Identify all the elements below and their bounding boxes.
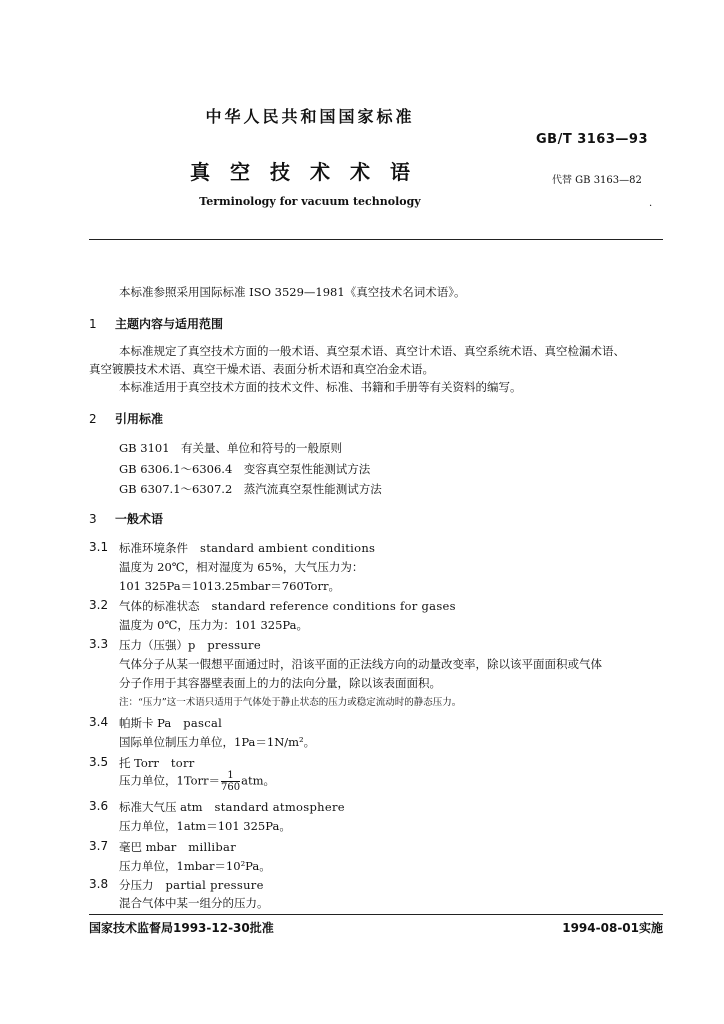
term-zh: 标准环境条件 [119, 541, 188, 555]
term-definition [119, 770, 275, 793]
term-en: standard reference conditions for gases [211, 599, 456, 613]
term-zh: 托 Torr [119, 756, 159, 770]
term-definition: 混合气体中某一组分的压力。 [119, 896, 269, 910]
term-definition: 压力单位，1mbar＝10²Pa。 [119, 859, 271, 873]
term-number: 3.2 [89, 598, 109, 612]
section-1-para-2: 本标准适用于真空技术方面的技术文件、标准、书籍和手册等有关资料的编写。 [119, 380, 522, 394]
national-standard-title: 中华人民共和国国家标准 [205, 107, 415, 126]
term-en: pascal [183, 716, 223, 730]
section-1-para-line-1: 本标准规定了真空技术方面的一般术语、真空泵术语、真空计术语、真空系统术语、真空检漏术语、 [119, 344, 625, 358]
term-heading [119, 839, 236, 855]
term-number: 3.5 [89, 755, 109, 769]
reference-item: GB 3101 有关量、单位和符号的一般原则 [119, 441, 343, 455]
term-heading [119, 637, 261, 653]
term-definition: 国际单位制压力单位，1Pa＝1N/m²。 [119, 735, 316, 749]
term-definition: 气体分子从某一假想平面通过时，沿该平面的正法线方向的动量改变率，除以该平面面积或气体 [119, 657, 602, 671]
term-number: 3.8 [89, 877, 109, 891]
term-zh: 分压力 [119, 878, 154, 892]
effective-date: 1994-08-01实施 [562, 921, 663, 935]
term-number: 3.6 [89, 799, 109, 813]
section-3-heading [89, 510, 163, 527]
term-number: 3.4 [89, 715, 109, 729]
english-title: Terminology for vacuum technology [199, 195, 421, 208]
standard-number: GB/T 3163—93 [536, 132, 648, 147]
stray-dot: . [649, 198, 653, 209]
term-heading [119, 877, 264, 893]
reference-item: GB 6307.1～6307.2 蒸汽流真空泵性能测试方法 [119, 482, 382, 496]
section-title: 一般术语 [115, 512, 164, 526]
term-heading [119, 799, 345, 815]
section-number: 2 [89, 412, 97, 426]
section-1-heading [89, 315, 223, 332]
term-zh: 压力（压强）p [119, 638, 196, 652]
fraction [221, 770, 240, 793]
term-en: standard atmosphere [214, 800, 345, 814]
term-en: standard ambient conditions [200, 541, 376, 555]
replaces-standard: 代替 GB 3163—82 [552, 175, 642, 186]
term-definition: 101 325Pa＝1013.25mbar＝760Torr。 [119, 579, 340, 593]
definition-prefix: 压力单位，1Torr＝ [119, 773, 221, 788]
term-definition: 分子作用于其容器壁表面上的力的法向分量，除以该表面面积。 [119, 676, 441, 690]
section-title: 引用标准 [115, 412, 164, 426]
definition-suffix: atm。 [241, 773, 275, 788]
term-definition: 温度为 0℃，压力为：101 325Pa。 [119, 618, 308, 632]
reference-item: GB 6306.1～6306.4 变容真空泵性能测试方法 [119, 462, 371, 476]
term-zh: 标准大气压 atm [119, 800, 203, 814]
term-heading [119, 540, 375, 556]
term-zh: 帕斯卡 Pa [119, 716, 172, 730]
document-title: 真空技术术语 [190, 160, 430, 184]
term-zh: 气体的标准状态 [119, 599, 200, 613]
term-en: pressure [207, 638, 261, 652]
term-note: 注：“压力”这一术语只适用于气体处于静止状态的压力或稳定流动时的静态压力。 [119, 697, 462, 708]
section-number: 3 [89, 512, 97, 526]
fraction-denominator: 760 [221, 782, 241, 793]
term-heading [119, 715, 222, 731]
section-title: 主题内容与适用范围 [115, 317, 224, 331]
term-number: 3.7 [89, 839, 109, 853]
term-heading [119, 755, 195, 771]
section-2-heading [89, 410, 163, 427]
term-number: 3.3 [89, 637, 109, 651]
term-en: partial pressure [165, 878, 264, 892]
term-en: millibar [188, 840, 237, 854]
term-zh: 毫巴 mbar [119, 840, 177, 854]
section-1-para-line-2: 真空镀膜技术术语、真空干燥术语、表面分析术语和真空冶金术语。 [89, 362, 434, 376]
term-number: 3.1 [89, 540, 109, 554]
term-en: torr [170, 756, 195, 770]
fraction-numerator: 1 [221, 770, 240, 782]
intro-paragraph: 本标准参照采用国际标准 ISO 3529—1981《真空技术名词术语》。 [119, 285, 466, 299]
footer-rule [89, 914, 663, 915]
header-rule [89, 239, 663, 240]
term-definition: 压力单位，1atm＝101 325Pa。 [119, 819, 291, 833]
term-heading [119, 598, 456, 614]
section-number: 1 [89, 317, 97, 331]
term-definition: 温度为 20℃，相对湿度为 65%，大气压力为： [119, 560, 364, 574]
approval-date: 国家技术监督局1993-12-30批准 [89, 921, 274, 935]
